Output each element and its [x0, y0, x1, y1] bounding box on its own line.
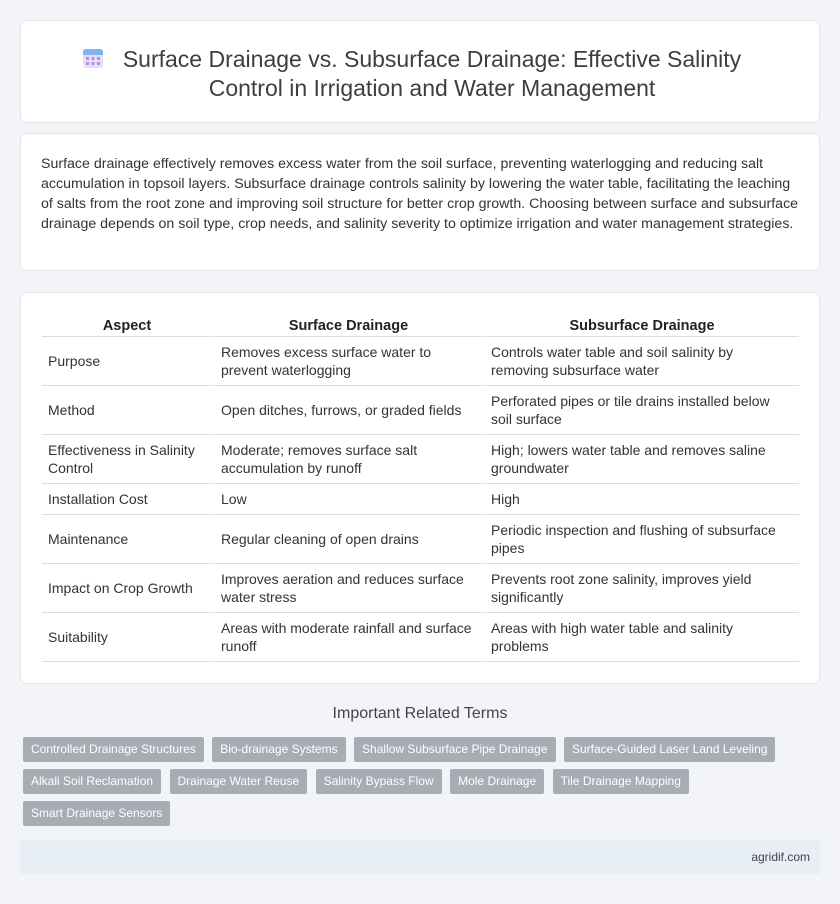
subsurface-cell: High	[482, 484, 799, 515]
header-subsurface: Subsurface Drainage	[482, 315, 799, 337]
aspect-cell: Installation Cost	[42, 484, 212, 515]
table-row	[42, 515, 799, 564]
related-term-tag[interactable]: Bio-drainage Systems	[212, 737, 345, 762]
site-link[interactable]: agridif.com	[751, 850, 810, 864]
page-title: Surface Drainage vs. Subsurface Drainage: Effective Salinity Control in Irrigation and Water Management	[122, 46, 742, 101]
header-surface: Surface Drainage	[212, 315, 482, 337]
subsurface-cell: Perforated pipes or tile drains installed below soil surface	[482, 386, 799, 435]
related-term-tag[interactable]: Tile Drainage Mapping	[553, 769, 689, 794]
aspect-cell: Effectiveness in Salinity Control	[42, 435, 212, 484]
surface-cell: Moderate; removes surface salt accumulation by runoff	[212, 435, 482, 484]
related-term-tag[interactable]: Surface-Guided Laser Land Leveling	[564, 737, 775, 762]
aspect-cell: Purpose	[42, 337, 212, 386]
aspect-cell: Method	[42, 386, 212, 435]
surface-cell: Removes excess surface water to prevent waterlogging	[212, 337, 482, 386]
table-row	[42, 564, 799, 613]
intro-card	[20, 133, 820, 271]
intro-paragraph: Surface drainage effectively removes excess water from the soil surface, preventing waterlogging and reducing salt accumulation in topsoil layers. Subsurface drainage controls salinity by lowering the water table, facilitating the leaching of salts from the root zone and improving soil structure for better crop growth. Choosing between surface and subsurface drainage depends on soil type, crop needs, and salinity severity to optimize irrigation and water management strategies.	[41, 156, 799, 232]
footer	[20, 840, 820, 874]
table-row	[42, 386, 799, 435]
subsurface-cell: Controls water table and soil salinity by removing subsurface water	[482, 337, 799, 386]
aspect-cell: Maintenance	[42, 515, 212, 564]
subsurface-cell: Periodic inspection and flushing of subsurface pipes	[482, 515, 799, 564]
related-term-tag[interactable]: Mole Drainage	[450, 769, 544, 794]
related-term-tag[interactable]: Alkali Soil Reclamation	[23, 769, 161, 794]
subsurface-cell: Prevents root zone salinity, improves yield significantly	[482, 564, 799, 613]
related-term-tag[interactable]: Controlled Drainage Structures	[23, 737, 204, 762]
related-terms-list	[23, 737, 793, 833]
related-terms-heading: Important Related Terms	[332, 705, 508, 722]
related-term-tag[interactable]: Shallow Subsurface Pipe Drainage	[354, 737, 555, 762]
subsurface-cell: High; lowers water table and removes saline groundwater	[482, 435, 799, 484]
aspect-cell: Suitability	[42, 613, 212, 662]
table-row	[42, 435, 799, 484]
related-term-tag[interactable]: Smart Drainage Sensors	[23, 801, 170, 826]
table-row	[42, 484, 799, 515]
related-term-tag[interactable]: Salinity Bypass Flow	[316, 769, 442, 794]
table-row	[42, 613, 799, 662]
table-row	[42, 337, 799, 386]
surface-cell: Low	[212, 484, 482, 515]
related-term-tag[interactable]: Drainage Water Reuse	[170, 769, 308, 794]
comparison-table	[42, 315, 799, 662]
header-aspect: Aspect	[42, 315, 212, 337]
surface-cell: Areas with moderate rainfall and surface runoff	[212, 613, 482, 662]
aspect-cell: Impact on Crop Growth	[42, 564, 212, 613]
comparison-card	[20, 292, 820, 684]
title-card	[20, 20, 820, 123]
surface-cell: Improves aeration and reduces surface water stress	[212, 564, 482, 613]
surface-cell: Regular cleaning of open drains	[212, 515, 482, 564]
subsurface-cell: Areas with high water table and salinity problems	[482, 613, 799, 662]
surface-cell: Open ditches, furrows, or graded fields	[212, 386, 482, 435]
table-header-row	[42, 315, 799, 337]
